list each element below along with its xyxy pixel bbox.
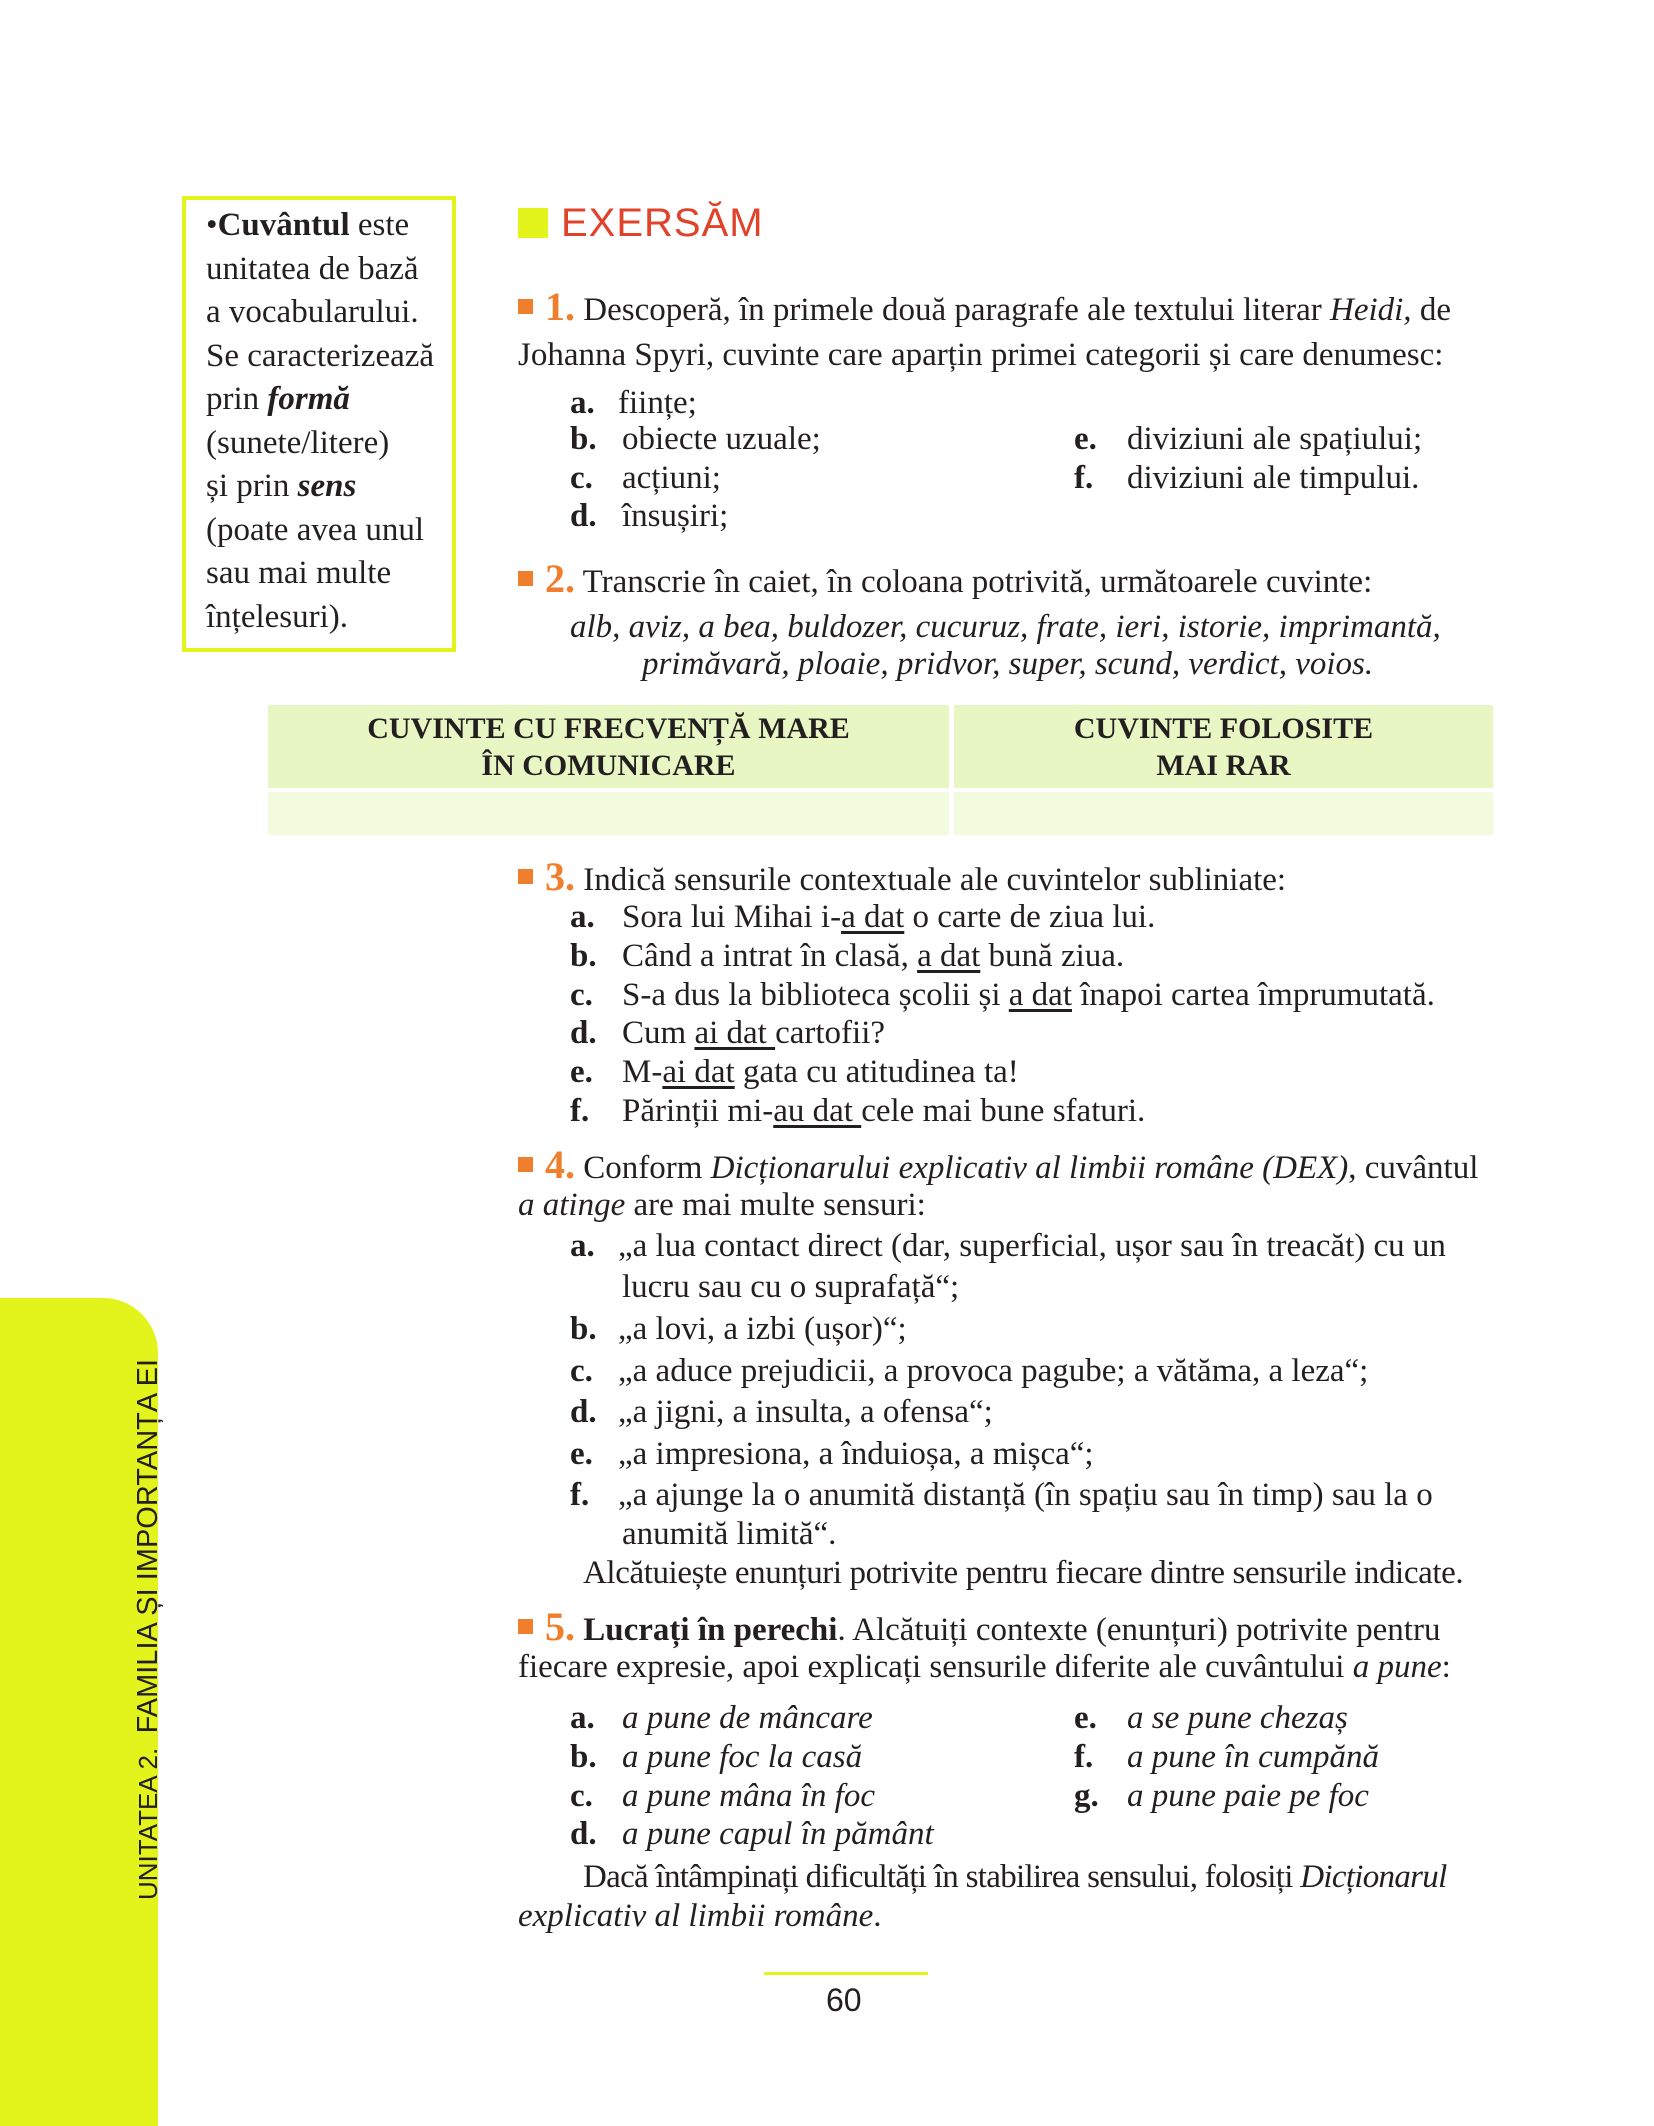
item-letter: d.: [570, 1816, 597, 1852]
item-letter: f.: [570, 1477, 590, 1513]
exercise-text: Conform: [575, 1150, 711, 1186]
sentence-text: Părinții mi-: [622, 1093, 774, 1129]
header-text: CUVINTE CU FRECVENȚĂ MARE: [367, 712, 850, 745]
expression: a pune în cumpănă: [1127, 1739, 1380, 1775]
exercise-5-hint-line1: [583, 1858, 1447, 1897]
item-letter: e.: [1074, 1700, 1097, 1736]
note-emphasis: formă: [267, 381, 350, 417]
item-letter: f.: [570, 1093, 590, 1129]
meaning: „a lua contact direct (dar, superficial, ușor sau în treacăt) cu un: [618, 1228, 1446, 1264]
exercise-text: :: [1441, 1649, 1451, 1685]
header-text: MAI RAR: [1156, 749, 1291, 782]
sentence-text: cartofii?: [775, 1015, 886, 1051]
unit-title: FAMILIA ȘI IMPORTANȚA EI: [132, 1358, 164, 1734]
sentence-text: bună ziua.: [980, 938, 1125, 974]
note-term: Cuvântul: [217, 207, 350, 243]
item-letter: d.: [570, 498, 597, 534]
meaning: lucru sau cu o suprafață“;: [622, 1269, 960, 1305]
exercise-text: Descoperă, în primele două paragrafe ale textului literar: [575, 292, 1330, 328]
sentence-text: înapoi cartea împrumutată.: [1072, 977, 1435, 1013]
sentence: [622, 937, 1124, 976]
sentence-text: S-a dus la biblioteca școlii și: [622, 977, 1009, 1013]
expression: a pune paie pe foc: [1127, 1778, 1369, 1814]
underlined-word: a dat: [841, 899, 905, 935]
item-text: ființe;: [618, 385, 697, 421]
exercise-text: . Alcătuiți contexte (enunțuri) potrivite pentru: [837, 1612, 1441, 1648]
item-letter: e.: [1074, 421, 1097, 457]
sentence: [622, 898, 1155, 937]
note-line: Se caracterizează: [206, 337, 435, 374]
item-text: diviziuni ale spațiului;: [1127, 421, 1423, 457]
expression: a pune mâna în foc: [622, 1778, 875, 1814]
book-title: Heidi,: [1329, 292, 1412, 328]
note-line: unitatea de bază: [206, 250, 419, 287]
meaning: „a impresiona, a înduioșa, a mișca“;: [618, 1436, 1094, 1472]
key-word: a pune: [1352, 1649, 1442, 1685]
item-letter: a.: [570, 385, 595, 421]
exercise-text: fiecare expresie, apoi explicați sensurile diferite ale cuvântului: [518, 1649, 1353, 1685]
item-letter: g.: [1074, 1778, 1099, 1814]
meaning: anumită limită“.: [622, 1516, 837, 1552]
section-heading: EXERSĂM: [561, 201, 764, 245]
underlined-word: au dat: [773, 1093, 862, 1129]
item-letter: a.: [570, 1228, 595, 1264]
item-text: însușiri;: [622, 498, 729, 534]
item-letter: c.: [570, 977, 593, 1013]
definition-text: [206, 204, 434, 639]
header-text: CUVINTE FOLOSITE: [1073, 712, 1374, 745]
sentence-text: Cum: [622, 1015, 695, 1051]
header-text: ÎN COMUNICARE: [481, 749, 736, 782]
note-line: este: [349, 207, 410, 243]
dictionary-title: explicativ al limbii române: [518, 1898, 874, 1934]
meaning: „a aduce prejudicii, a provoca pagube; a vătăma, a leza“;: [618, 1353, 1369, 1389]
exercise-5-hint-line2: [518, 1897, 882, 1936]
exercise-5-line2: [518, 1648, 1451, 1687]
table-header-rare: [954, 705, 1493, 788]
word-list-line: alb, aviz, a bea, buldozer, cucuruz, frate, ieri, istorie, imprimantă,: [570, 609, 1441, 645]
exercise-4-line2: [518, 1186, 926, 1225]
exercise-1-line1: [518, 284, 1451, 330]
sentence: [622, 1092, 1145, 1131]
item-letter: c.: [570, 1778, 593, 1814]
sentence: [622, 976, 1435, 1015]
work-in-pairs: Lucrați în perechi: [575, 1612, 838, 1648]
item-letter: d.: [570, 1015, 597, 1051]
sentence-text: cele mai bune sfaturi.: [861, 1093, 1146, 1129]
square-bullet-icon: [518, 1619, 533, 1634]
dictionary-title: Dicționarul: [1300, 1859, 1447, 1895]
note-line: a vocabularului.: [206, 294, 419, 330]
exercise-number: 2.: [545, 556, 575, 601]
exercise-number: 5.: [545, 1604, 575, 1649]
note-line: înțelesuri).: [206, 598, 349, 635]
sentence-text: o carte de ziua lui.: [904, 899, 1156, 935]
underlined-word: a dat: [917, 938, 981, 974]
meaning: „a jigni, a insulta, a ofensa“;: [618, 1394, 993, 1430]
item-letter: d.: [570, 1394, 597, 1430]
item-text: diviziuni ale timpului.: [1127, 460, 1420, 496]
sentence-text: Sora lui Mihai i-: [622, 899, 842, 935]
exercise-text: are mai multe sensuri:: [625, 1187, 926, 1223]
underlined-word: a dat: [1008, 977, 1072, 1013]
table-cell-empty: [268, 792, 949, 835]
sentence: [622, 1014, 885, 1053]
note-emphasis: sens: [297, 468, 357, 504]
underlined-word: ai dat: [694, 1015, 776, 1051]
item-letter: a.: [570, 1700, 595, 1736]
item-letter: f.: [1074, 460, 1094, 496]
heading-square-icon: [518, 208, 548, 238]
sentence-text: gata cu atitudinea ta!: [734, 1054, 1019, 1090]
page-number-rule: [764, 1972, 928, 1975]
bullet: •: [206, 207, 218, 243]
key-word: a atinge: [518, 1187, 626, 1223]
hint-text: .: [873, 1898, 882, 1934]
exercise-number: 1.: [545, 284, 575, 329]
expression: a pune de mâncare: [622, 1700, 873, 1736]
table-header-frequent: [268, 705, 949, 788]
meaning: „a ajunge la o anumită distanță (în spațiu sau în timp) sau la o: [618, 1477, 1433, 1513]
exercise-4-line1: [518, 1142, 1479, 1188]
item-letter: c.: [570, 460, 593, 496]
note-line: sau mai multe: [206, 555, 392, 591]
item-text: obiecte uzuale;: [622, 421, 821, 457]
item-letter: b.: [570, 421, 597, 457]
exercise-2-line1: [518, 556, 1373, 602]
square-bullet-icon: [518, 299, 533, 314]
exercise-4-task: Alcătuiește enunțuri potrivite pentru fiecare dintre sensurile indicate.: [583, 1555, 1464, 1591]
item-letter: c.: [570, 1353, 593, 1389]
note-line: prin: [206, 381, 268, 417]
expression: a pune foc la casă: [622, 1739, 863, 1775]
note-line: (poate avea unul: [206, 511, 425, 548]
item-letter: e.: [570, 1054, 593, 1090]
exercise-5-line1: [518, 1604, 1441, 1650]
exercise-number: 3.: [545, 854, 575, 899]
table-cell-empty: [954, 792, 1493, 835]
page-number: 60: [826, 1982, 862, 2018]
item-letter: b.: [570, 1739, 597, 1775]
item-letter: a.: [570, 899, 595, 935]
square-bullet-icon: [518, 869, 533, 884]
exercise-text: Indică sensurile contextuale ale cuvintelor subliniate:: [575, 862, 1287, 898]
exercise-1-line2: Johanna Spyri, cuvinte care aparțin primei categorii și care denumesc:: [518, 337, 1444, 373]
sentence-text: Când a intrat în clasă,: [622, 938, 918, 974]
expression: a se pune chezaș: [1127, 1700, 1348, 1736]
note-line: și prin: [206, 468, 298, 504]
dictionary-title: Dicționarului explicativ al limbii române (DEX): [710, 1150, 1349, 1186]
unit-number: UNITATEA 2.: [133, 1747, 163, 1900]
exercise-text: de: [1411, 292, 1451, 328]
item-letter: b.: [570, 1311, 597, 1347]
sentence-text: M-: [622, 1054, 663, 1090]
item-letter: b.: [570, 938, 597, 974]
unit-label: [132, 1359, 165, 1900]
underlined-word: ai dat: [662, 1054, 735, 1090]
exercise-text: , cuvântul: [1348, 1150, 1479, 1186]
exercise-text: Transcrie în caiet, în coloana potrivită, următoarele cuvinte:: [575, 564, 1373, 600]
item-letter: e.: [570, 1436, 593, 1472]
exercise-number: 4.: [545, 1142, 575, 1187]
meaning: „a lovi, a izbi (ușor)“;: [618, 1311, 907, 1347]
note-line: (sunete/litere): [206, 424, 390, 461]
item-text: acțiuni;: [622, 460, 721, 496]
item-letter: f.: [1074, 1739, 1094, 1775]
square-bullet-icon: [518, 1157, 533, 1172]
expression: a pune capul în pământ: [622, 1816, 934, 1852]
word-list-line: primăvară, ploaie, pridvor, super, scund, verdict, voios.: [642, 646, 1374, 682]
hint-text: Dacă întâmpinați dificultăți în stabilirea sensului, folosiți: [583, 1859, 1301, 1895]
square-bullet-icon: [518, 571, 533, 586]
exercise-3-line1: [518, 854, 1287, 900]
sentence: [622, 1053, 1019, 1092]
